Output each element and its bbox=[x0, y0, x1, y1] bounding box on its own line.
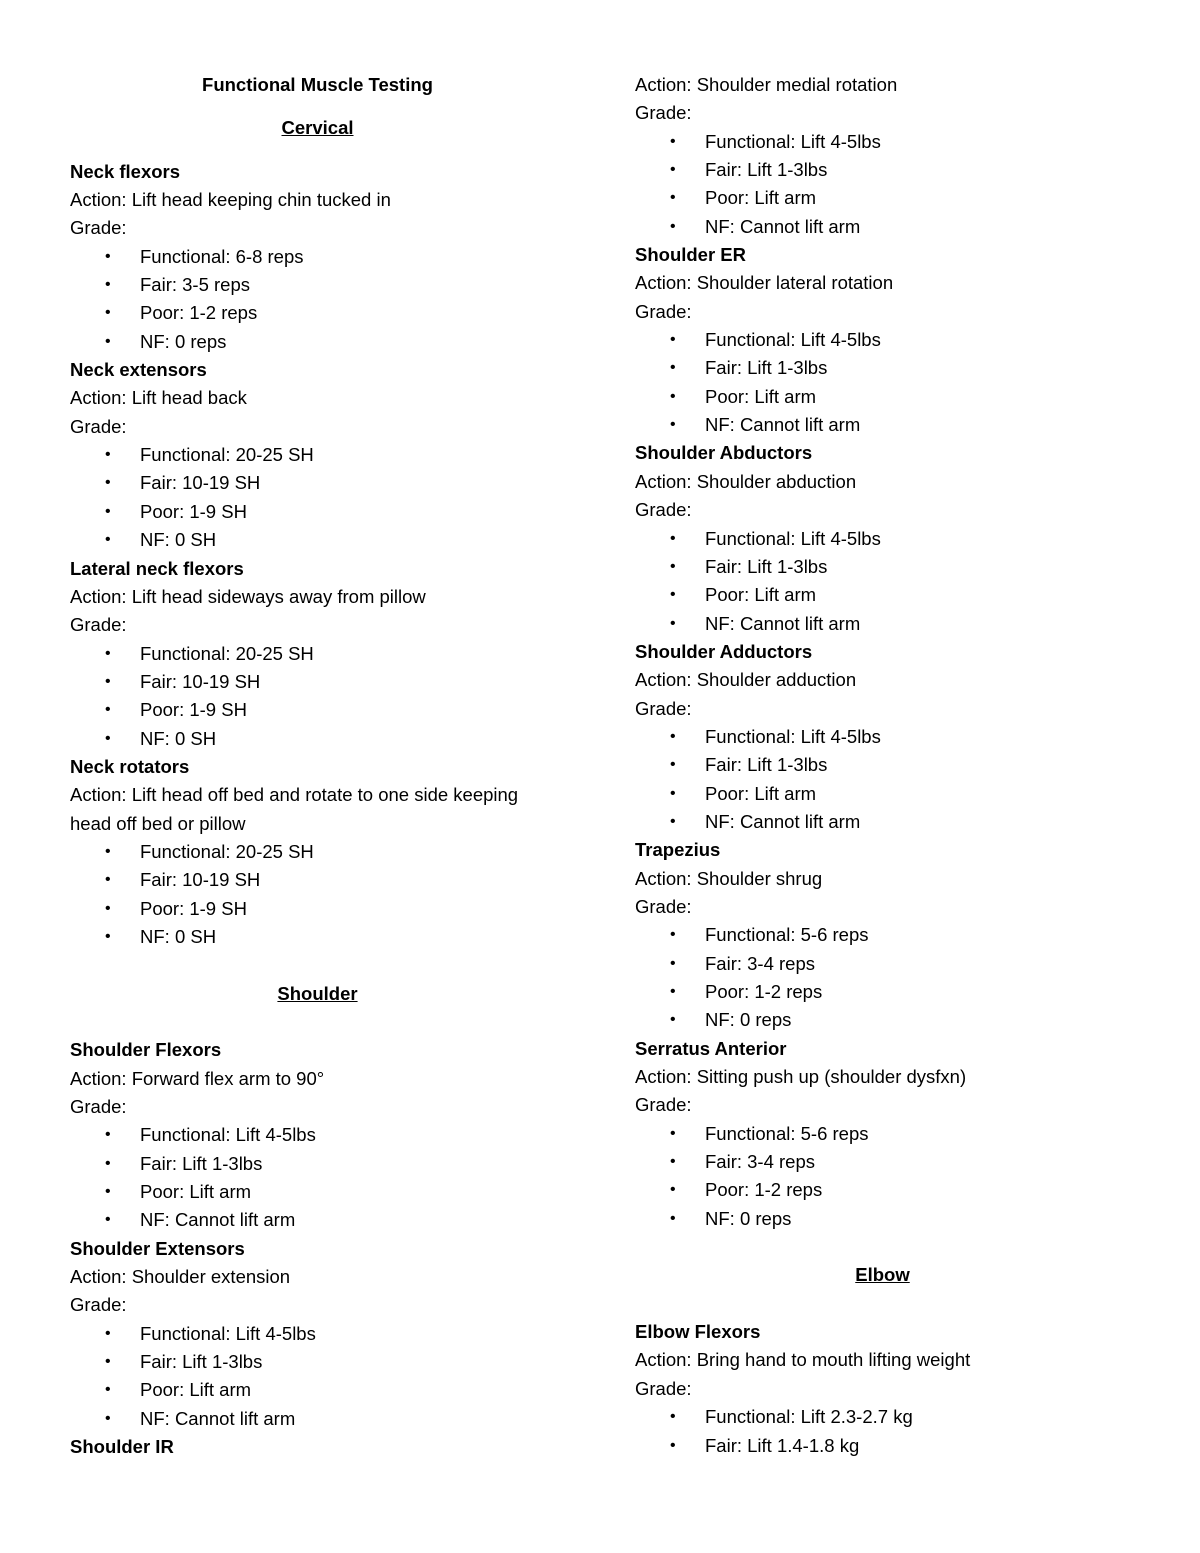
bullet-icon: • bbox=[105, 1183, 111, 1201]
bullet-icon: • bbox=[670, 983, 676, 1000]
grade-item: • NF: 0 reps bbox=[635, 1006, 1135, 1034]
bullet-icon: • bbox=[670, 217, 676, 235]
muscle-name: Neck extensors bbox=[70, 359, 207, 381]
bullet-icon: • bbox=[105, 644, 111, 662]
action-text: Action: Lift head keeping chin tucked in bbox=[70, 189, 391, 211]
grade-list bbox=[70, 1320, 570, 1433]
muscle-name: Elbow Flexors bbox=[635, 1321, 761, 1343]
grade-list bbox=[635, 921, 1135, 1034]
muscle-name: Shoulder Adductors bbox=[635, 640, 813, 662]
bullet-icon: • bbox=[105, 672, 111, 690]
muscle-name: Shoulder Extensors bbox=[70, 1237, 245, 1259]
muscle-name: Shoulder Flexors bbox=[70, 1039, 222, 1061]
bullet-icon: • bbox=[670, 1181, 676, 1199]
grade-list bbox=[635, 326, 1135, 439]
grade-label: Grade: bbox=[70, 217, 127, 239]
grade-item: • Functional: Lift 4-5lbs bbox=[635, 326, 1135, 354]
action-text: Action: Shoulder extension bbox=[70, 1266, 291, 1288]
grade-item: • Poor: Lift arm bbox=[635, 383, 1135, 411]
grade-item: • NF: Cannot lift arm bbox=[70, 1405, 570, 1433]
grade-label: Grade: bbox=[635, 1094, 692, 1116]
bullet-icon: • bbox=[670, 331, 676, 349]
bullet-icon: • bbox=[670, 586, 676, 604]
grade-item: • Fair: 10-19 SH bbox=[70, 668, 570, 696]
grade-list bbox=[635, 723, 1135, 836]
grade-item: • NF: Cannot lift arm bbox=[635, 213, 1135, 241]
grade-item: • Fair: Lift 1-3lbs bbox=[635, 156, 1135, 184]
grade-item: • Functional: 6-8 reps bbox=[70, 243, 570, 271]
bullet-icon: • bbox=[105, 927, 111, 945]
grade-item: • Functional: Lift 4-5lbs bbox=[70, 1320, 570, 1348]
grade-label: Grade: bbox=[635, 697, 692, 719]
action-text: Action: Shoulder medial rotation bbox=[635, 74, 898, 95]
grade-item: • Functional: 20-25 SH bbox=[70, 441, 570, 469]
grade-item: • Poor: Lift arm bbox=[635, 581, 1135, 609]
grade-item: • Poor: 1-9 SH bbox=[70, 498, 570, 526]
grade-item: • Functional: Lift 4-5lbs bbox=[70, 1121, 570, 1149]
bullet-icon: • bbox=[105, 304, 111, 322]
grade-item: • NF: Cannot lift arm bbox=[635, 610, 1135, 638]
bullet-icon: • bbox=[670, 557, 676, 575]
bullet-icon: • bbox=[105, 446, 111, 464]
bullet-icon: • bbox=[105, 1381, 111, 1399]
grade-label: Grade: bbox=[635, 300, 692, 322]
grade-item: • Poor: Lift arm bbox=[70, 1376, 570, 1404]
grade-item: • Fair: 10-19 SH bbox=[70, 469, 570, 497]
action-text: Action: Shoulder shrug bbox=[635, 867, 823, 889]
bullet-icon: • bbox=[105, 1409, 111, 1427]
grade-label: Grade: bbox=[70, 415, 127, 437]
bullet-icon: • bbox=[670, 161, 676, 179]
action-text: Action: Lift head back bbox=[70, 387, 247, 409]
grade-label: Grade: bbox=[70, 614, 127, 636]
grade-item: • Functional: 20-25 SH bbox=[70, 838, 570, 866]
action-text: Action: Lift head sideways away from pillow bbox=[70, 585, 426, 607]
grade-item: • NF: Cannot lift arm bbox=[70, 1206, 570, 1234]
muscle-name: Trapezius bbox=[635, 839, 721, 861]
muscle-name: Shoulder Abductors bbox=[635, 442, 813, 464]
document-title: Functional Muscle Testing bbox=[202, 74, 433, 95]
grade-item: • Functional: Lift 4-5lbs bbox=[635, 723, 1135, 751]
bullet-icon: • bbox=[670, 529, 676, 547]
grade-item: • Poor: Lift arm bbox=[635, 184, 1135, 212]
grade-label: Grade: bbox=[635, 499, 692, 521]
bullet-icon: • bbox=[670, 1436, 676, 1454]
section-heading-cervical: Cervical bbox=[281, 117, 354, 139]
grade-item: • Fair: Lift 1-3lbs bbox=[70, 1348, 570, 1376]
bullet-icon: • bbox=[105, 842, 111, 860]
grade-item: • Poor: 1-2 reps bbox=[70, 299, 570, 327]
bullet-icon: • bbox=[105, 701, 111, 719]
grade-item: • Poor: Lift arm bbox=[635, 780, 1135, 808]
bullet-icon: • bbox=[105, 899, 111, 917]
bullet-icon: • bbox=[670, 132, 676, 150]
bullet-icon: • bbox=[105, 276, 111, 294]
grade-label: Grade: bbox=[70, 1096, 127, 1118]
section-heading-elbow: Elbow bbox=[855, 1264, 910, 1286]
bullet-icon: • bbox=[670, 1153, 676, 1171]
bullet-icon: • bbox=[105, 729, 111, 747]
action-text: Action: Forward flex arm to 90° bbox=[70, 1067, 325, 1089]
bullet-icon: • bbox=[105, 1324, 111, 1342]
grade-item: • Fair: Lift 1-3lbs bbox=[635, 553, 1135, 581]
grade-list bbox=[635, 1403, 1135, 1460]
bullet-icon: • bbox=[105, 531, 111, 549]
grade-label: Grade: bbox=[635, 102, 692, 124]
grade-item: • Fair: 3-4 reps bbox=[635, 1148, 1135, 1176]
grade-item: • Poor: Lift arm bbox=[70, 1178, 570, 1206]
bullet-icon: • bbox=[670, 812, 676, 830]
grade-item: • Poor: 1-9 SH bbox=[70, 696, 570, 724]
grade-item: • Functional: 5-6 reps bbox=[635, 1120, 1135, 1148]
grade-item: • Fair: Lift 1-3lbs bbox=[70, 1150, 570, 1178]
action-text: Action: Shoulder lateral rotation bbox=[635, 272, 894, 294]
grade-item: • Fair: Lift 1-3lbs bbox=[635, 751, 1135, 779]
grade-list bbox=[70, 441, 570, 554]
left-column bbox=[70, 71, 570, 1462]
bullet-icon: • bbox=[670, 1209, 676, 1227]
action-text: Action: Shoulder adduction bbox=[635, 669, 857, 691]
bullet-icon: • bbox=[670, 359, 676, 377]
section-heading-shoulder: Shoulder bbox=[277, 982, 358, 1004]
grade-label: Grade: bbox=[635, 1377, 692, 1399]
bullet-icon: • bbox=[670, 1011, 676, 1029]
action-text: Action: Lift head off bed and rotate to one side keeping bbox=[70, 784, 519, 806]
bullet-icon: • bbox=[105, 1126, 111, 1144]
bullet-icon: • bbox=[670, 416, 676, 434]
muscle-name: Lateral neck flexors bbox=[70, 557, 244, 579]
bullet-icon: • bbox=[670, 1408, 676, 1426]
bullet-icon: • bbox=[670, 614, 676, 632]
grade-item: • NF: Cannot lift arm bbox=[635, 411, 1135, 439]
grade-item: • Functional: Lift 4-5lbs bbox=[635, 525, 1135, 553]
grade-item: • Functional: Lift 4-5lbs bbox=[635, 128, 1135, 156]
grade-list bbox=[635, 1120, 1135, 1233]
bullet-icon: • bbox=[105, 332, 111, 350]
bullet-icon: • bbox=[105, 1211, 111, 1229]
grade-list bbox=[70, 838, 570, 951]
grade-item: • Fair: 10-19 SH bbox=[70, 866, 570, 894]
bullet-icon: • bbox=[670, 954, 676, 972]
action-text: Action: Shoulder abduction bbox=[635, 470, 857, 492]
bullet-icon: • bbox=[105, 247, 111, 265]
grade-list bbox=[70, 1121, 570, 1234]
grade-item: • Functional: 20-25 SH bbox=[70, 640, 570, 668]
grade-label: Grade: bbox=[635, 895, 692, 917]
grade-item: • NF: 0 reps bbox=[70, 328, 570, 356]
bullet-icon: • bbox=[105, 1154, 111, 1172]
grade-item: • NF: 0 SH bbox=[70, 725, 570, 753]
bullet-icon: • bbox=[670, 727, 676, 745]
bullet-icon: • bbox=[670, 1124, 676, 1142]
bullet-icon: • bbox=[105, 502, 111, 520]
bullet-icon: • bbox=[670, 756, 676, 774]
grade-item: • NF: 0 SH bbox=[70, 923, 570, 951]
grade-item: • Poor: 1-9 SH bbox=[70, 895, 570, 923]
muscle-name: Neck flexors bbox=[70, 160, 181, 182]
bullet-icon: • bbox=[105, 474, 111, 492]
right-column bbox=[635, 71, 1135, 1460]
grade-item: • Poor: 1-2 reps bbox=[635, 1176, 1135, 1204]
grade-list bbox=[70, 243, 570, 356]
grade-list bbox=[70, 640, 570, 753]
grade-item: • Fair: 3-5 reps bbox=[70, 271, 570, 299]
grade-item: • NF: Cannot lift arm bbox=[635, 808, 1135, 836]
grade-item: • NF: 0 reps bbox=[635, 1205, 1135, 1233]
action-text-continued: head off bed or pillow bbox=[70, 812, 246, 834]
bullet-icon: • bbox=[670, 189, 676, 207]
muscle-name: Shoulder ER bbox=[635, 244, 747, 266]
muscle-name: Serratus Anterior bbox=[635, 1037, 787, 1059]
bullet-icon: • bbox=[105, 1353, 111, 1371]
grade-list bbox=[635, 525, 1135, 638]
grade-list bbox=[635, 128, 1135, 241]
grade-item: • Functional: Lift 2.3-2.7 kg bbox=[635, 1403, 1135, 1431]
action-text: Action: Sitting push up (shoulder dysfxn) bbox=[635, 1066, 967, 1088]
muscle-name: Neck rotators bbox=[70, 755, 190, 777]
bullet-icon: • bbox=[105, 871, 111, 889]
grade-item: • Fair: Lift 1-3lbs bbox=[635, 354, 1135, 382]
muscle-name: Shoulder IR bbox=[70, 1436, 174, 1458]
bullet-icon: • bbox=[670, 784, 676, 802]
bullet-icon: • bbox=[670, 926, 676, 944]
grade-item: • NF: 0 SH bbox=[70, 526, 570, 554]
bullet-icon: • bbox=[670, 387, 676, 405]
grade-item: • Fair: Lift 1.4-1.8 kg bbox=[635, 1432, 1135, 1460]
grade-label: Grade: bbox=[70, 1294, 127, 1316]
grade-item: • Fair: 3-4 reps bbox=[635, 950, 1135, 978]
action-text: Action: Bring hand to mouth lifting weight bbox=[635, 1349, 971, 1371]
grade-item: • Functional: 5-6 reps bbox=[635, 921, 1135, 949]
grade-item: • Poor: 1-2 reps bbox=[635, 978, 1135, 1006]
